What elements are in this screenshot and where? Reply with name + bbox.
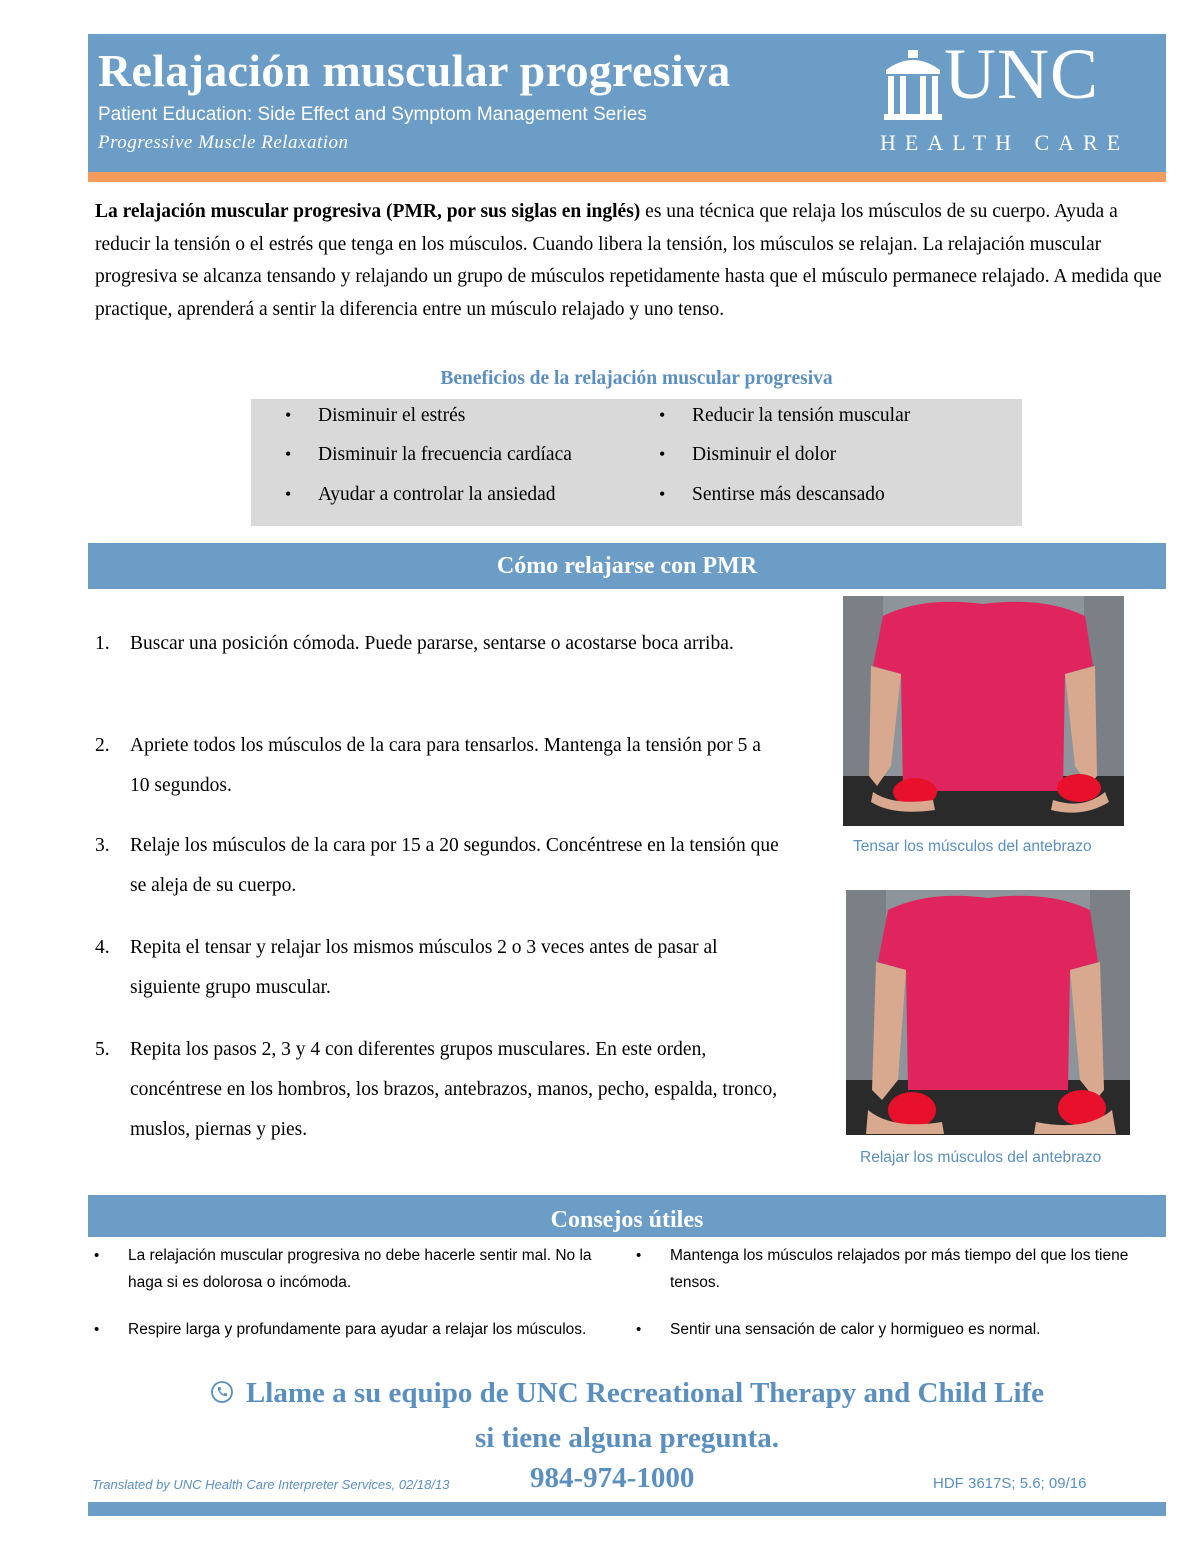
header-banner: [88, 34, 1166, 172]
old-well-icon: [882, 48, 944, 122]
benefits-box: [251, 399, 1022, 526]
step-number: 4.: [95, 937, 110, 958]
step-text: Relaje los músculos de la cara por 15 a 20 segundos. Concéntrese en la tensión que se aleja de su cuerpo.: [130, 835, 779, 896]
call-line-1: [0, 1377, 1200, 1410]
document-code: HDF 3617S; 5.6; 09/16: [933, 1475, 1087, 1492]
tip-item: • Sentir una sensación de calor y hormigueo es normal.: [670, 1316, 1160, 1343]
logo-subtext: HEALTH CARE: [880, 130, 1130, 155]
bullet-icon: •: [636, 1321, 642, 1338]
step-text: Buscar una posición cómoda. Puede pararse, sentarse o acostarse boca arriba.: [130, 633, 734, 654]
phone-number[interactable]: 984-974-1000: [530, 1462, 695, 1494]
footer-bar: [88, 1502, 1166, 1516]
photo2-caption: Relajar los músculos del antebrazo: [860, 1149, 1102, 1166]
benefit-item: • Disminuir la frecuencia cardíaca: [285, 444, 572, 465]
bullet-icon: •: [94, 1321, 100, 1338]
intro-text: es una técnica que relaja los músculos de su cuerpo. Ayuda a reducir la tensión o el estrés que tenga en los músculos. Cuando libera la tensión, los músculos se relajan. La relajación muscular progresiva se alcanza tensando y relajando un grupo de músculos repetidamente hasta que el músculo permanece relajado. A medida que practique, aprenderá a sentir la diferencia entre un músculo relajado y uno tenso.: [95, 201, 1162, 320]
call-text-1: Llame a su equipo de UNC Recreational Therapy and Child Life: [245, 1377, 1045, 1409]
photo-relax-forearm: [846, 890, 1130, 1135]
step-number: 2.: [95, 735, 110, 756]
step-text: Apriete todos los músculos de la cara para tensarlos. Mantenga la tensión por 5 a 10 segundos.: [130, 735, 761, 796]
step-text: Repita el tensar y relajar los mismos músculos 2 o 3 veces antes de pasar al siguiente grupo muscular.: [130, 937, 718, 998]
benefit-item: • Sentirse más descansado: [659, 484, 885, 505]
translation-note: Translated by UNC Health Care Interpreter Services, 02/18/13: [92, 1477, 450, 1492]
benefit-item: • Reducir la tensión muscular: [659, 405, 911, 426]
benefit-item: • Ayudar a controlar la ansiedad: [285, 484, 556, 505]
call-line-2: si tiene alguna pregunta.: [474, 1422, 779, 1454]
benefit-item: • Disminuir el dolor: [659, 444, 837, 465]
bullet-icon: •: [659, 484, 666, 504]
english-subtitle: Progressive Muscle Relaxation: [98, 132, 349, 153]
photo1-caption: Tensar los músculos del antebrazo: [853, 838, 1092, 855]
bullet-icon: •: [94, 1247, 100, 1264]
unc-logo: [878, 34, 1162, 168]
step-number: 3.: [95, 835, 110, 856]
benefit-item: • Disminuir el estrés: [285, 405, 466, 426]
tips-section-bar: Consejos útiles: [88, 1195, 1166, 1237]
bullet-icon: •: [285, 444, 292, 464]
step-number: 1.: [95, 633, 110, 654]
tip-item: • La relajación muscular progresiva no debe hacerle sentir mal. No la haga si es dolorosa o incómoda.: [128, 1242, 628, 1296]
step-text: Repita los pasos 2, 3 y 4 con diferentes grupos musculares. En este orden, concéntrese en los hombros, los brazos, antebrazos, manos, pecho, espalda, tronco, muslos, piernas y pies.: [130, 1039, 778, 1140]
logo-wordmark: UNC: [944, 34, 1100, 114]
bullet-icon: •: [285, 484, 292, 504]
bullet-icon: •: [659, 444, 666, 464]
series-subtitle: Patient Education: Side Effect and Symptom Management Series: [98, 104, 647, 125]
intro-paragraph: [95, 196, 1165, 326]
how-to-section-bar: Cómo relajarse con PMR: [88, 543, 1166, 589]
bullet-icon: •: [285, 405, 292, 425]
benefits-title: Beneficios de la relajación muscular progresiva: [440, 368, 833, 389]
step-number: 5.: [95, 1039, 110, 1060]
tip-item: • Mantenga los músculos relajados por más tiempo del que los tiene tensos.: [670, 1242, 1160, 1296]
intro-bold: La relajación muscular progresiva (PMR, por sus siglas en inglés): [95, 201, 641, 222]
photo-tense-forearm: [843, 596, 1124, 826]
tip-item: • Respire larga y profundamente para ayudar a relajar los músculos.: [128, 1316, 598, 1343]
bullet-icon: •: [659, 405, 666, 425]
header-accent-bar: [88, 172, 1166, 182]
phone-icon: [210, 1380, 234, 1404]
page-title: Relajación muscular progresiva: [98, 45, 731, 96]
bullet-icon: •: [636, 1247, 642, 1264]
